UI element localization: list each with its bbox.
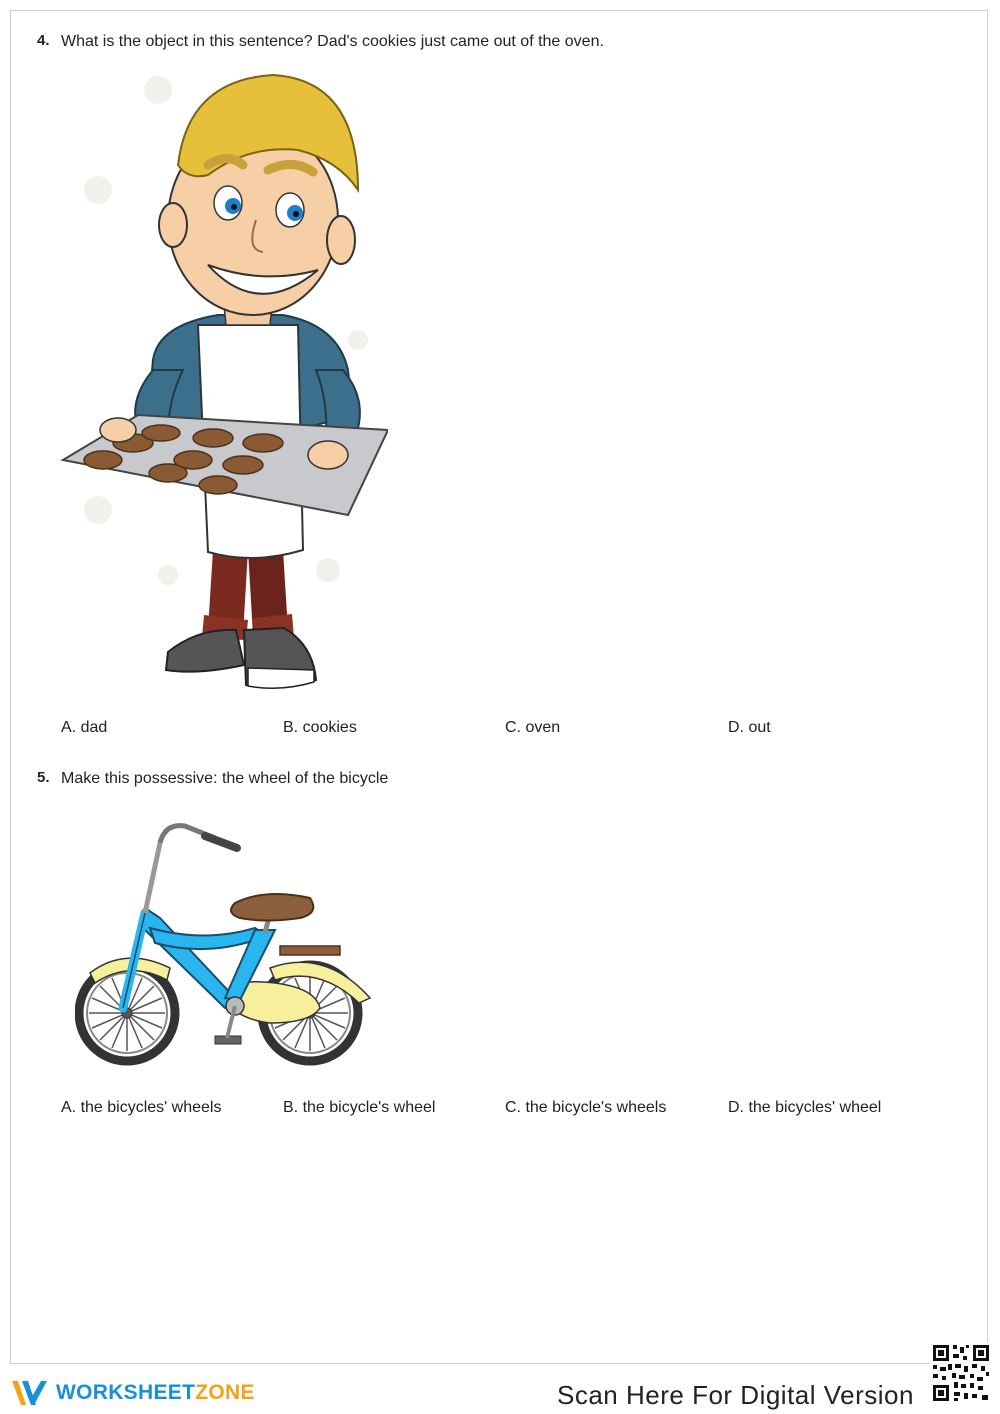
brand-word-worksheet: WORKSHEET (56, 1381, 196, 1404)
qr-code-icon[interactable] (930, 1342, 992, 1404)
question-4-number: 4. (37, 32, 50, 49)
man-with-cookie-tray-illustration (58, 70, 388, 705)
worksheetzone-brand[interactable] (10, 1376, 255, 1410)
question-5-option-d[interactable]: D. the bicycles' wheel (728, 1099, 882, 1116)
question-5-number: 5. (37, 769, 50, 786)
question-5-option-b[interactable]: B. the bicycle's wheel (283, 1099, 436, 1116)
question-4-option-d[interactable]: D. out (728, 719, 771, 736)
question-4-option-a[interactable]: A. dad (61, 719, 108, 736)
worksheetzone-logo-icon (10, 1378, 50, 1408)
brand-word-zone: ZONE (195, 1381, 255, 1404)
footer (0, 1364, 1000, 1414)
worksheetzone-wordmark (56, 1381, 255, 1405)
question-4-text: What is the object in this sentence? Dad's cookies just came out of the oven. (61, 33, 604, 50)
blue-bicycle-illustration (75, 818, 375, 1073)
question-5-text: Make this possessive: the wheel of the bicycle (61, 770, 389, 787)
question-5-option-c[interactable]: C. the bicycle's wheels (505, 1099, 667, 1116)
question-4-option-b[interactable]: B. cookies (283, 719, 357, 736)
scan-here-text: Scan Here For Digital Version (557, 1380, 914, 1410)
question-4-option-c[interactable]: C. oven (505, 719, 561, 736)
question-5-option-a[interactable]: A. the bicycles' wheels (61, 1099, 222, 1116)
